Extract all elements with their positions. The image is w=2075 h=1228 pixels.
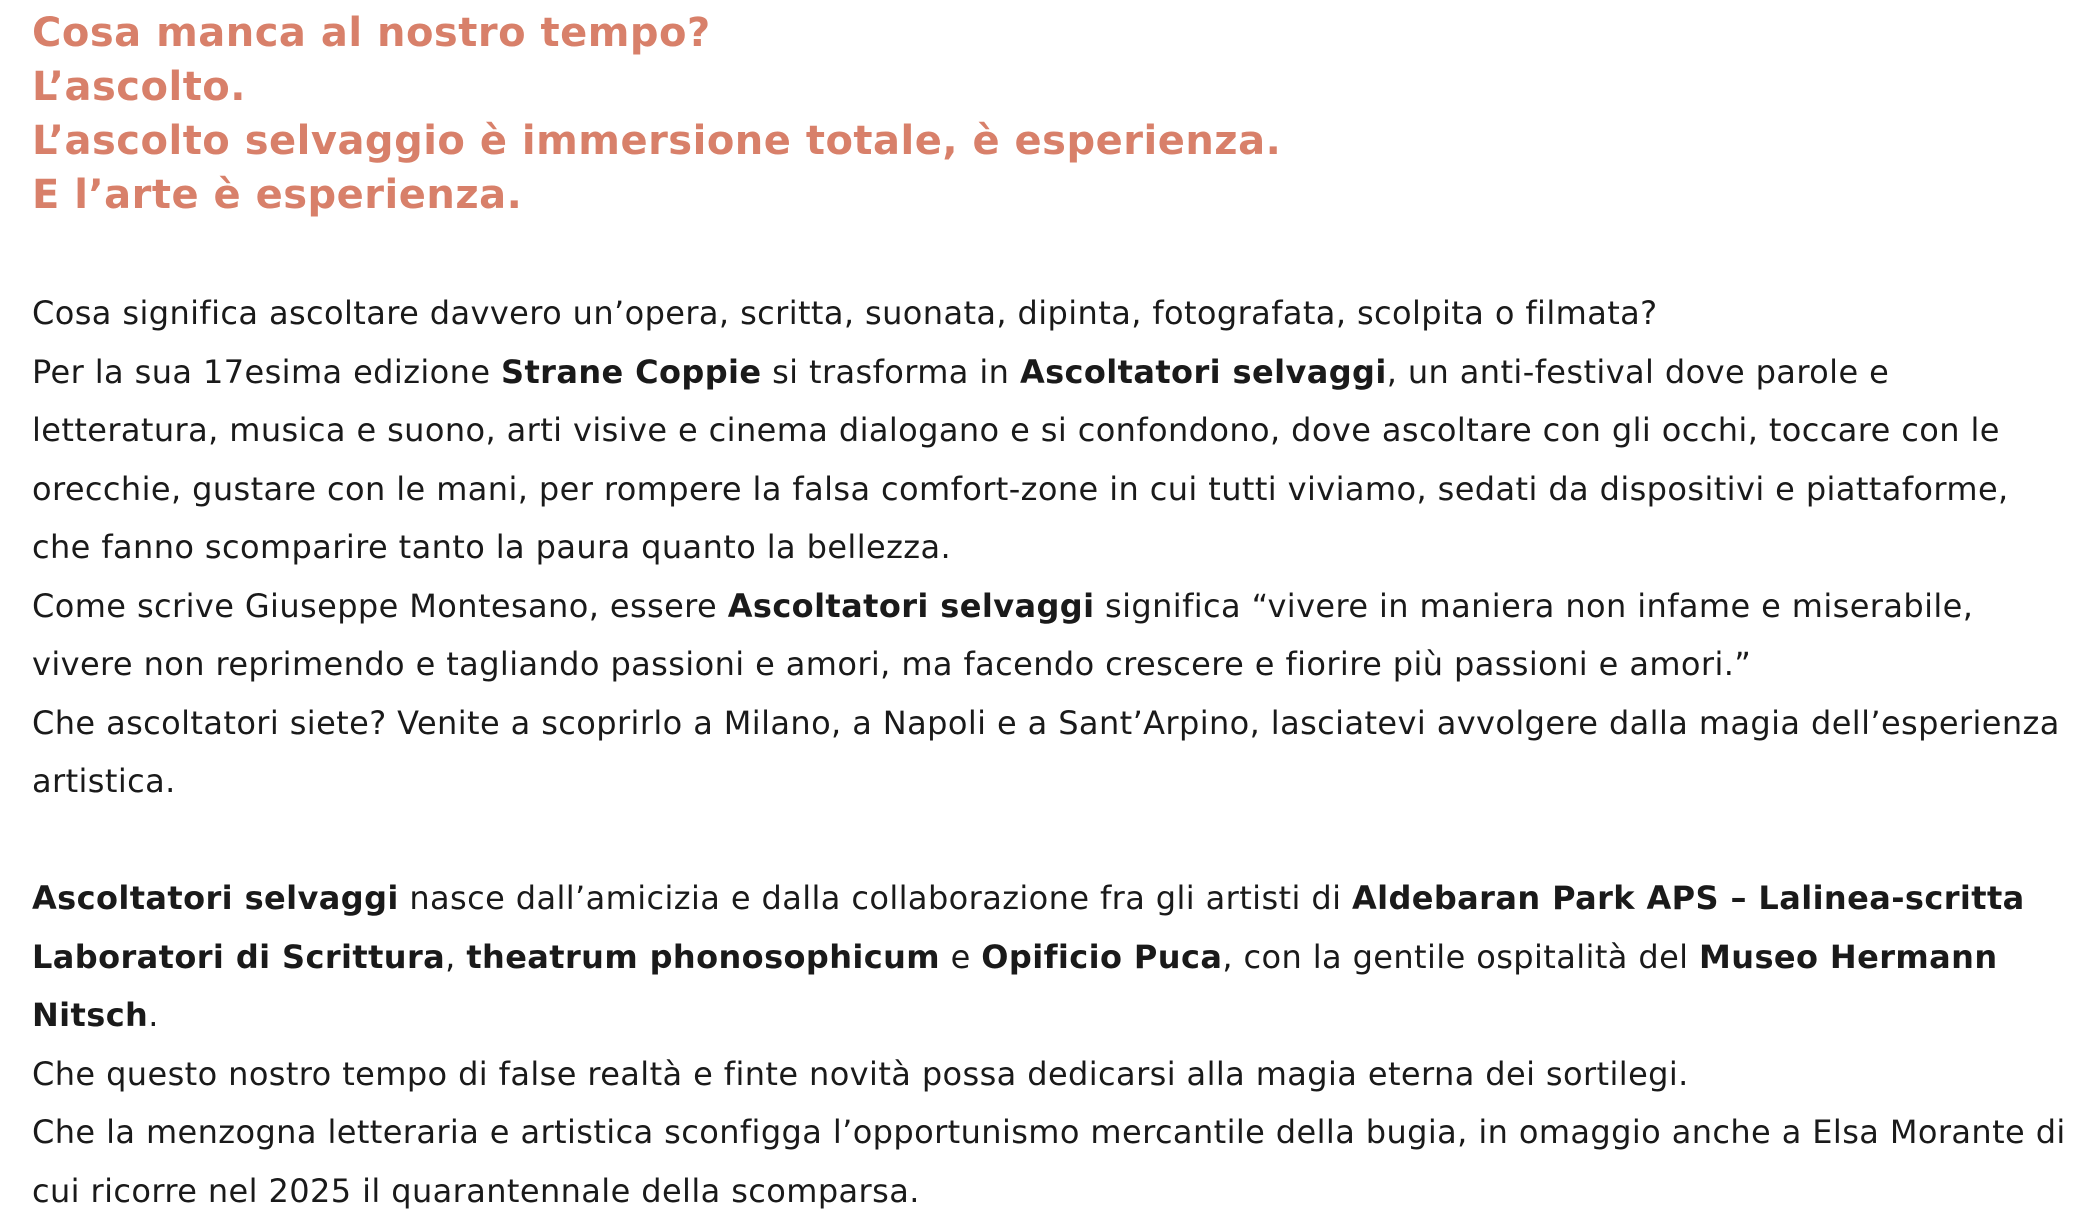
credits-p1-text-h: , con la gentile ospitalità del	[1222, 937, 1700, 976]
heading-line-3: L’ascolto selvaggio è immersione totale, è esperienza.	[32, 118, 1282, 164]
page-heading	[32, 0, 2072, 222]
museo-nitsch-name: Museo Hermann Nitsch	[32, 937, 1998, 1034]
aldebaran-park-name: Aldebaran Park APS – Lalinea-scritta Laboratori di Scrittura	[32, 879, 2025, 976]
intro-question: Cosa significa ascoltare davvero un’opera, scritta, suonata, dipinta, fotografata, scolpita o filmata?	[32, 294, 1658, 332]
credits-p1-text-f: e	[940, 937, 982, 976]
heading-line-2: L’ascolto.	[32, 64, 246, 110]
credits-p1-text-d: ,	[445, 937, 467, 976]
heading-line-1: Cosa manca al nostro tempo?	[32, 10, 711, 56]
intro-paragraph-invite: Che ascoltatori siete? Venite a scoprirlo a Milano, a Napoli e a Sant’Arpino, lasciatevi avvolgere dalla magia dell’esperienza artistica.	[32, 703, 2060, 800]
opificio-puca-name: Opificio Puca	[981, 937, 1223, 976]
theatrum-phonosophicum-name: theatrum phonosophicum	[466, 937, 941, 976]
heading-line-4: E l’arte è esperienza.	[32, 172, 523, 218]
intro-p2-text-a: Per la sua 17esima edizione	[32, 352, 501, 391]
credits-paragraph-time: Che questo nostro tempo di false realtà e finte novità possa dedicarsi alla magia eterna dei sortilegi.	[32, 1054, 1689, 1093]
intro-p3-text-c: significa “vivere in maniera non infame e miserabile, vivere non reprimendo e tagliando passioni e amori, ma facendo crescere e fiorire più passioni e amori.”	[32, 586, 1974, 683]
ascoltatori-selvaggi-name: Ascoltatori selvaggi	[727, 586, 1095, 625]
credits-paragraph-morante: Che la menzogna letteraria e artistica sconfigga l’opportunismo mercantile della bugia, in omaggio anche a Elsa Morante di cui ricorre nel 2025 il quarantennale della scomparsa.	[32, 1113, 2066, 1210]
strane-coppie-name: Strane Coppie	[501, 352, 762, 391]
ascoltatori-selvaggi-name: Ascoltatori selvaggi	[32, 879, 399, 917]
intro-paragraph-quote	[32, 577, 2072, 694]
intro-p3-text-a: Come scrive Giuseppe Montesano, essere	[32, 586, 728, 625]
intro-p2-text-c: si trasforma in	[761, 352, 1020, 391]
page-content	[32, 0, 2072, 1210]
ascoltatori-selvaggi-name: Ascoltatori selvaggi	[1019, 352, 1387, 391]
credits-paragraph-partners	[32, 869, 2072, 1045]
intro-section	[32, 284, 2072, 811]
credits-p1-text-j: .	[148, 996, 159, 1034]
intro-p2-text-e: , un anti-festival dove parole e letteratura, musica e suono, arti visive e cinema dialogano e si confondono, dove ascoltare con gli occhi, toccare con le orecchie, gustare con le mani, per rompere la falsa comfort-zone in cui tutti viviamo, sedati da dispositivi e piattaforme, che fanno scomparire tanto la paura quanto la bellezza.	[32, 352, 2009, 566]
intro-paragraph-edition	[32, 343, 2072, 577]
credits-section	[32, 869, 2072, 1220]
credits-p1-text-b: nasce dall’amicizia e dalla collaborazione fra gli artisti di	[398, 879, 1352, 917]
